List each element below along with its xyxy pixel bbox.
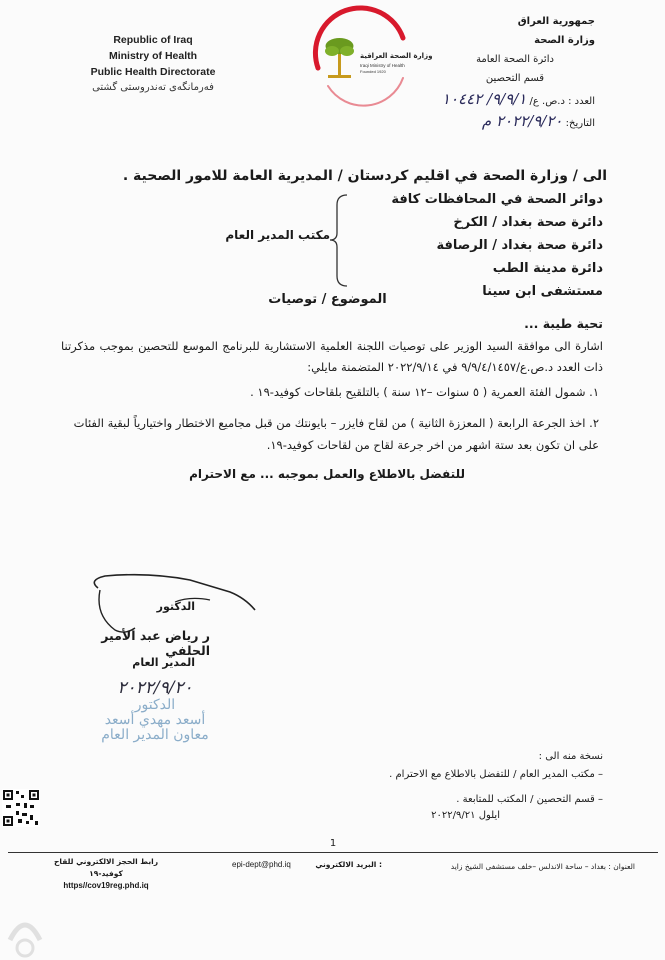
cc-item: – قسم التحصين / المكتب للمتابعة . — [456, 794, 603, 805]
official-stamp — [75, 698, 235, 743]
stamp-line-2: أسعد مهدي أسعد — [104, 712, 206, 728]
booking-link-block — [36, 856, 176, 892]
recipient-item: دائرة صحة بغداد / الرصافة — [436, 238, 603, 253]
booking-url[interactable]: https//cov19reg.phd.iq — [63, 881, 149, 890]
recommendation-item-2: ٢. اخذ الجرعة الرابعة ( المعززة الثانية ) من لقاح فايزر – بايونتك من قبل مجاميع الاختطار واختيارياً لبقية الفئات على ان تكون بعد ستة اشهر من اخر جرعة لقاح من لقاحات كوفيد-١٩. — [73, 416, 599, 452]
office-label: مكتب المدير العام — [225, 228, 330, 242]
doctor-title: الدكتور — [156, 600, 195, 613]
brace-bracket — [327, 193, 353, 288]
to-line: الى / وزارة الصحة في اقليم كردستان / المديرية العامة للامور الصحية . — [122, 168, 607, 184]
body-paragraph: اشارة الى موافقة السيد الوزير على توصيات اللجنة العلمية الاستشارية للبرنامج الموسع للتحصين بموجب مذكرتنا ذات العدد د.ص.ع/٩/٩/٤/١٤٥٧ في ٢٠٢٢/٩/١٤ المتضمنة مايلي: — [61, 339, 603, 374]
watermark-logo — [0, 900, 50, 960]
email-address[interactable]: epi-dept@phd.iq — [232, 860, 291, 869]
cc-title: نسخة منه الى : — [538, 751, 603, 762]
postal-address: العنوان : بغداد – ساحة الاندلس –خلف مستشفى الشيخ زايد — [450, 862, 635, 871]
date-row — [365, 112, 595, 130]
header-ar-line4: قسم التحصين — [485, 73, 545, 84]
header-arabic-block — [435, 12, 595, 88]
date-value: ٢٠٢٢/٩/٢٠ م — [481, 112, 563, 130]
ministry-logo — [298, 20, 433, 98]
recipient-item: مستشفى ابن سينا — [482, 284, 603, 299]
logo-founded: Founded 1920 — [360, 69, 386, 74]
header-kurdish-line: فەرمانگەی تەندروستی گشتی — [92, 82, 214, 93]
header-en-line1: Republic of Iraq — [113, 34, 193, 46]
reference-value: ٩/٩/١/ ١٠٤٤٢ — [441, 90, 527, 108]
closing-line: للتفضل بالاطلاع والعمل بموجبه ... مع الاحترام — [189, 467, 465, 481]
stamp-line-1: الدكتور — [134, 697, 176, 713]
recipient-item: دائرة صحة بغداد / الكرخ — [453, 215, 603, 230]
stamp-line-3: معاون المدير العام — [101, 727, 209, 743]
footer — [0, 856, 665, 890]
cc-item: – مكتب المدير العام / للتفضل بالاطلاع مع الاحترام . — [389, 769, 603, 780]
signatory-name: ر رياض عبد الأمير الحلفي — [101, 628, 210, 658]
header-ar-line1: جمهورية العراق — [517, 16, 595, 27]
recommendation-item-1: ١. شمول الفئة العمرية ( ٥ سنوات –١٢ سنة ) بالتلقيح بلقاحات كوفيد-١٩ . — [250, 385, 599, 399]
subject-line: الموضوع / توصيات — [268, 292, 387, 307]
email-label: : البريد الالكتروني — [315, 860, 382, 869]
header-english-block — [78, 32, 228, 96]
logo-text-en: Iraqi Ministry of Health — [360, 63, 405, 68]
reference-number-row — [365, 90, 595, 108]
header-ar-line2: وزارة الصحة — [534, 35, 595, 46]
booking-label: رابط الحجز الالكتروني للقاح كوفيد-١٩ — [53, 857, 159, 878]
recipient-item: دائرة مدينة الطب — [492, 261, 603, 276]
greeting: تحية طيبة ... — [524, 316, 603, 331]
footer-divider — [8, 852, 658, 853]
recipients-list — [343, 188, 603, 303]
logo-text-ar: وزارة الصحة العراقية — [360, 52, 433, 60]
header-en-line2: Ministry of Health — [108, 50, 198, 62]
header-ar-line3: دائرة الصحة العامة — [476, 54, 554, 65]
reference-label: العدد : د.ص. ع/ — [529, 96, 595, 107]
recipient-item: دوائر الصحة في المحافظات كافة — [391, 192, 603, 207]
qr-code — [2, 789, 40, 827]
signatory-role: المدير العام — [132, 656, 195, 669]
header-en-line3: Public Health Directorate — [90, 66, 216, 78]
cc-date: ايلول ٢٠٢٢/٩/٢١ — [431, 810, 500, 821]
page-number: 1 — [329, 838, 337, 849]
date-label: التاريخ: — [565, 118, 595, 129]
signature-date: ٢٠٢٢/٩/٢٠ — [117, 678, 193, 698]
